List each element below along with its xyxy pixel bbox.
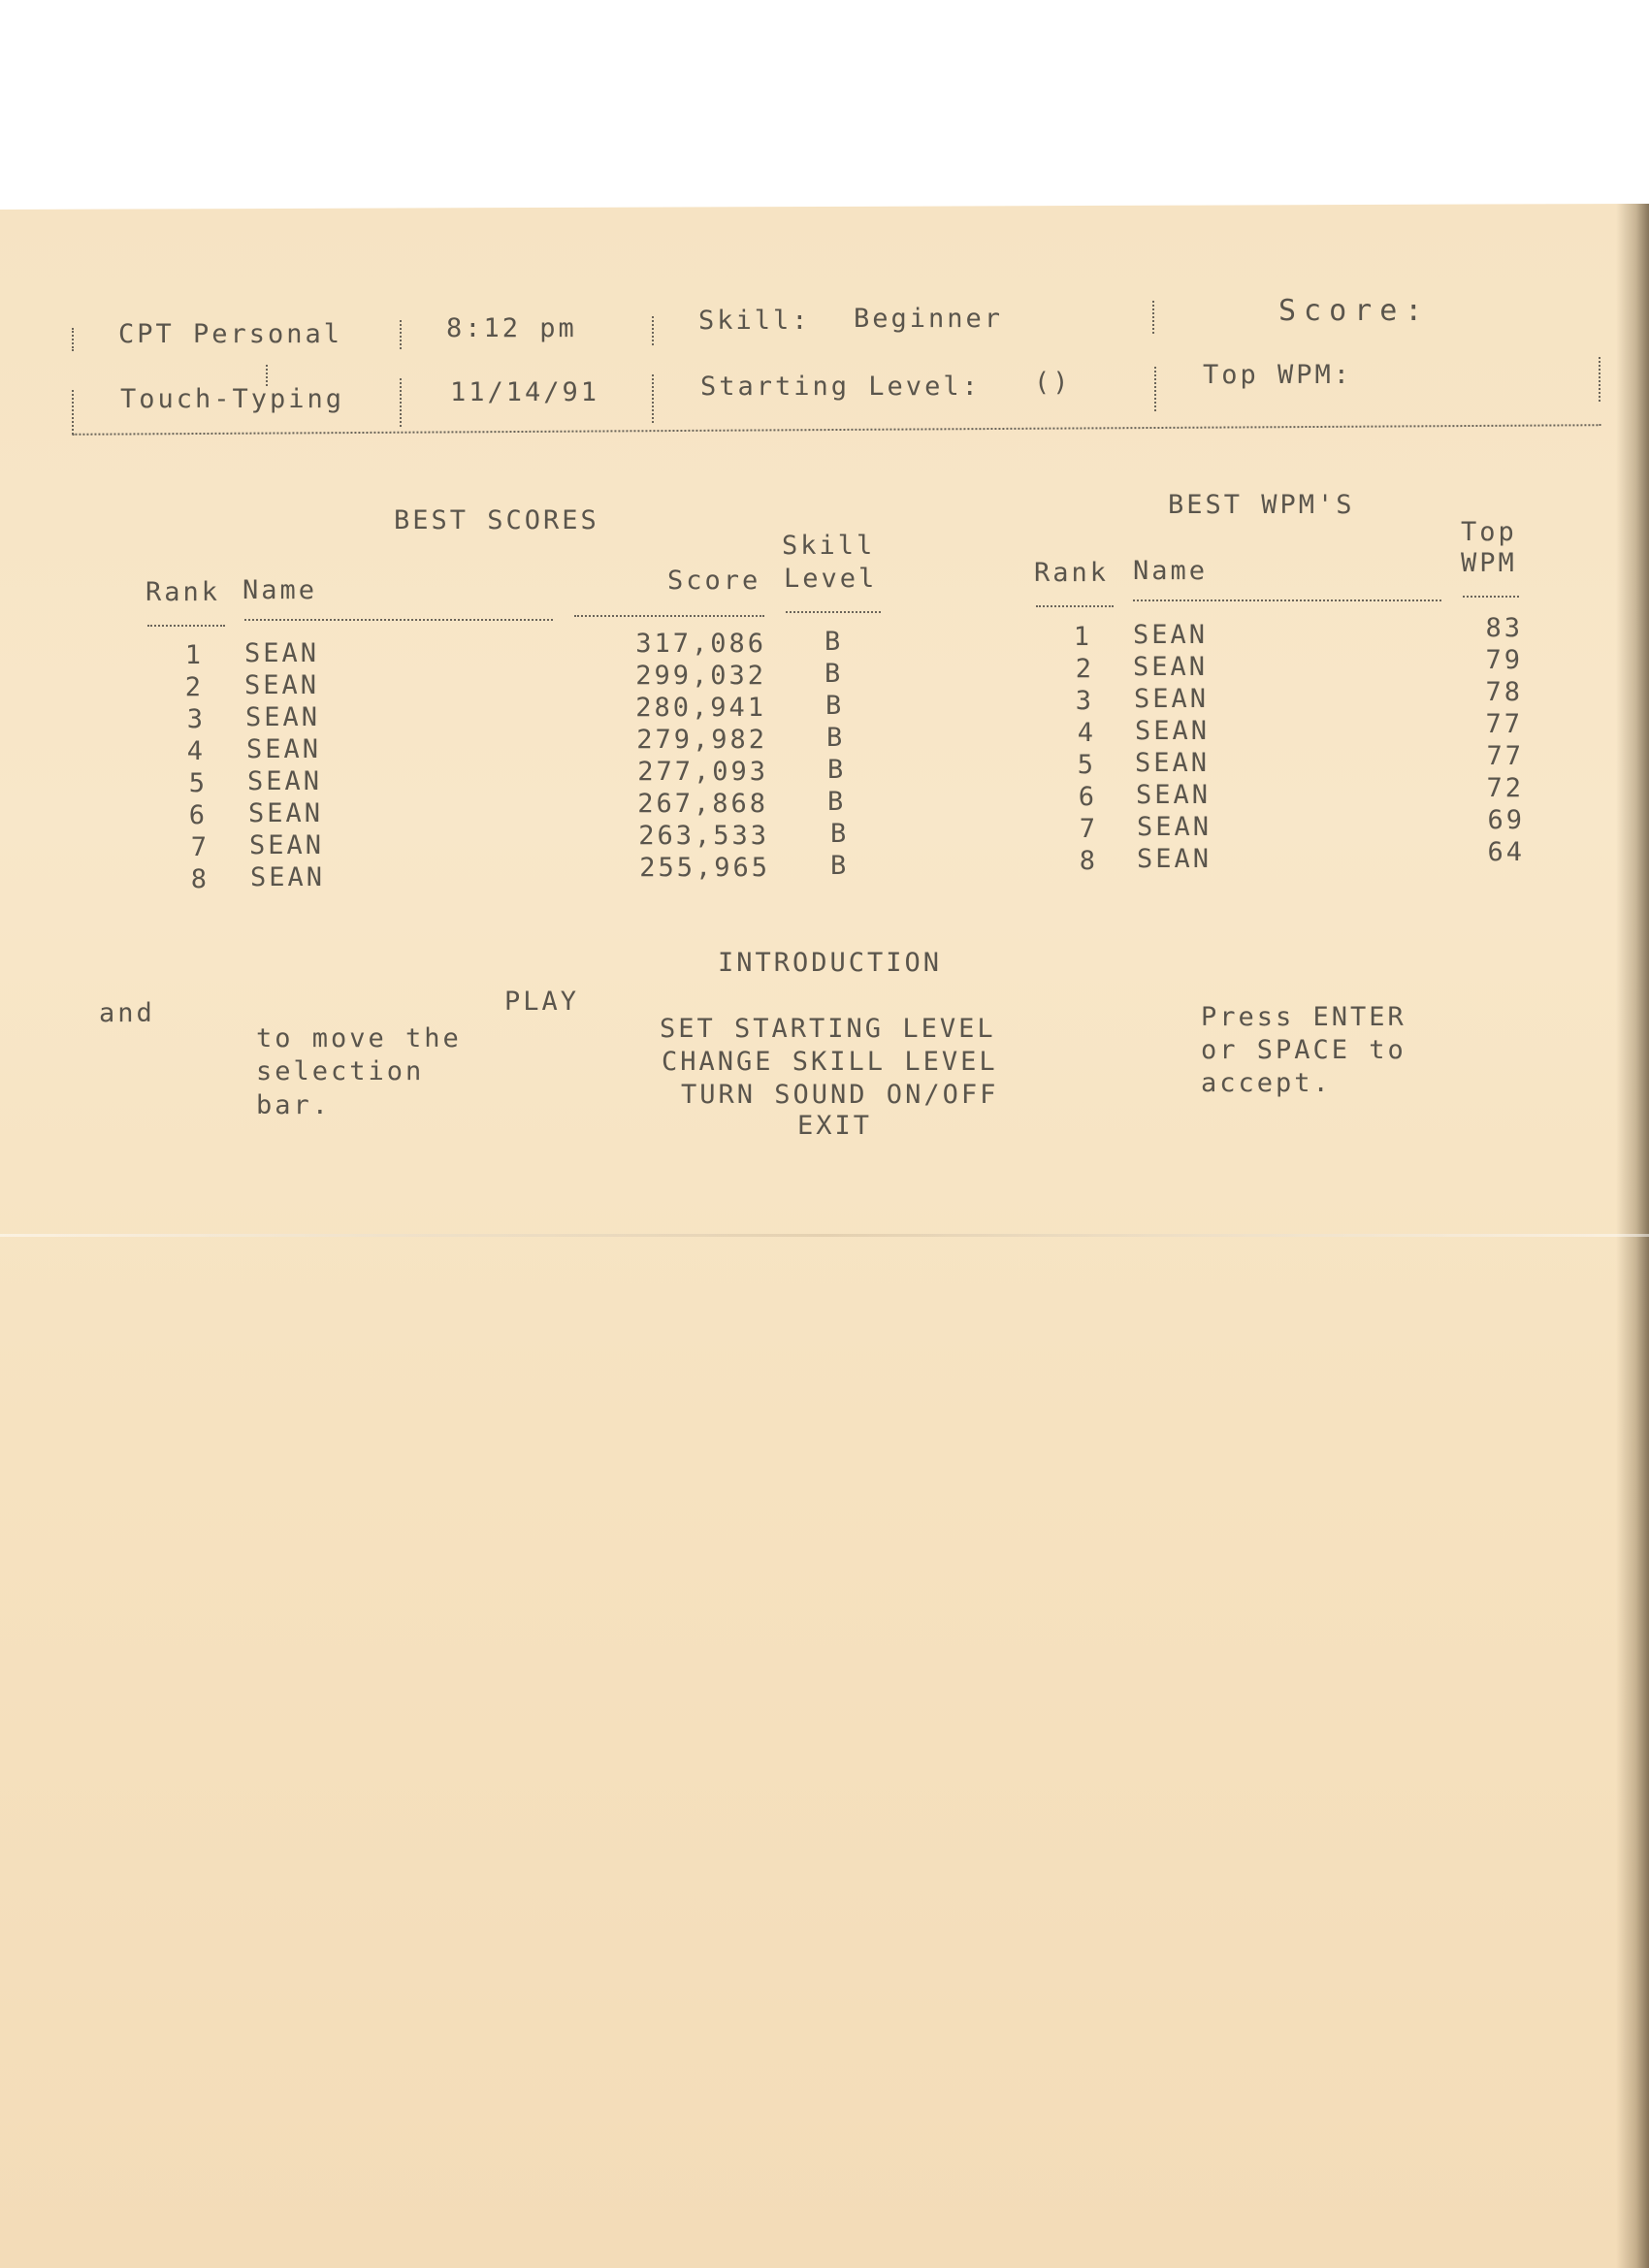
menu-item-exit[interactable]: EXIT: [797, 1111, 873, 1141]
row-level: B: [830, 819, 850, 849]
row-name: SEAN: [1134, 684, 1210, 714]
row-level: B: [825, 691, 845, 721]
score-column-header: Score: [667, 566, 761, 596]
row-level: B: [824, 659, 844, 689]
row-score: 280,941: [635, 693, 766, 723]
menu-item-set-starting-level[interactable]: SET STARTING LEVEL: [660, 1014, 996, 1044]
instruction-line-2: selection: [256, 1056, 425, 1086]
row-name: SEAN: [1135, 716, 1211, 746]
row-name: SEAN: [1137, 844, 1212, 874]
row-level: B: [827, 755, 847, 785]
instruction-line-1: to move the: [256, 1023, 462, 1053]
paper-fold-crease: [0, 1234, 1649, 1237]
accept-line-1: Press ENTER: [1201, 1002, 1406, 1032]
skill-level-header-line2: Level: [784, 564, 878, 594]
and-word: and: [99, 998, 155, 1028]
row-wpm: 72: [1486, 773, 1524, 803]
row-name: SEAN: [245, 702, 321, 732]
row-wpm: 77: [1486, 741, 1524, 771]
row-level: B: [826, 723, 846, 753]
header-tick: [266, 365, 268, 386]
row-rank: 1: [1073, 622, 1092, 652]
menu-item-turn-sound[interactable]: TURN SOUND ON/OFF: [681, 1080, 999, 1110]
accept-line-3: accept.: [1201, 1068, 1332, 1098]
skill-label: Skill:: [698, 306, 811, 336]
skill-value: Beginner: [854, 304, 1004, 334]
header-time: 8:12 pm: [446, 313, 577, 343]
best-scores-title: BEST SCORES: [394, 505, 599, 535]
row-rank: 8: [1079, 846, 1098, 876]
row-name: SEAN: [250, 862, 326, 892]
menu-item-introduction[interactable]: INTRODUCTION: [718, 948, 943, 978]
row-score: 263,533: [638, 821, 769, 851]
instruction-line-3: bar.: [256, 1090, 332, 1120]
skill-level-header-line1: Skill: [782, 531, 876, 561]
name-underline: [244, 619, 553, 621]
program-name-line2: Touch-Typing: [120, 384, 345, 414]
row-rank: 6: [188, 800, 208, 830]
header-sep-3-top: [1152, 301, 1154, 334]
wpm-name-underline: [1133, 599, 1441, 601]
starting-level-value: (): [1034, 368, 1072, 398]
header-date: 11/14/91: [450, 377, 600, 407]
score-label: Score:: [1278, 294, 1431, 328]
top-wpm-label: Top WPM:: [1203, 360, 1353, 390]
row-wpm: 79: [1485, 645, 1523, 675]
header-left-edge: [72, 328, 74, 351]
row-name: SEAN: [1135, 748, 1211, 778]
wpm-rank-underline: [1036, 605, 1114, 607]
accept-line-2: or SPACE to: [1201, 1035, 1406, 1065]
header-sep-3-bottom: [1154, 367, 1156, 411]
row-rank: 2: [1075, 654, 1094, 684]
row-level: B: [824, 627, 844, 657]
row-wpm: 77: [1485, 709, 1523, 739]
row-rank: 5: [188, 768, 208, 798]
row-name: SEAN: [1133, 620, 1209, 650]
row-name: SEAN: [244, 670, 320, 700]
row-rank: 3: [1075, 686, 1094, 716]
row-rank: 4: [186, 736, 206, 766]
row-score: 317,086: [635, 629, 766, 659]
row-name: SEAN: [244, 638, 320, 668]
row-name: SEAN: [247, 766, 323, 796]
header-sep-2-bottom: [652, 374, 654, 423]
row-level: B: [827, 787, 847, 817]
row-score: 277,093: [637, 757, 768, 787]
row-name: SEAN: [1133, 652, 1209, 682]
best-wpms-title: BEST WPM'S: [1168, 490, 1355, 520]
row-name: SEAN: [246, 734, 322, 764]
row-name: SEAN: [1137, 812, 1212, 842]
skill-underline: [786, 611, 881, 613]
top-wpm-header-line1: Top: [1461, 517, 1517, 547]
row-rank: 7: [1079, 814, 1098, 844]
row-rank: 8: [190, 864, 210, 894]
header-sep-2-top: [652, 316, 654, 345]
header-sep-1-bottom: [400, 378, 402, 427]
top-wpm-header-line2: WPM: [1461, 548, 1517, 578]
row-score: 267,868: [637, 789, 768, 819]
wpm-name-column-header: Name: [1133, 556, 1209, 586]
menu-item-change-skill-level[interactable]: CHANGE SKILL LEVEL: [662, 1047, 998, 1077]
row-score: 279,982: [636, 725, 767, 755]
row-rank: 4: [1077, 718, 1096, 748]
header-left-edge-lower: [72, 390, 74, 435]
paper-sheet: [0, 204, 1649, 2268]
row-rank: 3: [186, 704, 206, 734]
row-name: SEAN: [248, 798, 324, 828]
row-rank: 1: [184, 640, 204, 670]
row-rank: 7: [190, 832, 210, 862]
wpm-rank-column-header: Rank: [1034, 558, 1110, 588]
header-sep-1-top: [400, 320, 402, 349]
rank-column-header: Rank: [146, 577, 221, 607]
row-name: SEAN: [249, 830, 325, 860]
row-name: SEAN: [1136, 780, 1212, 810]
rank-underline: [147, 625, 225, 627]
row-rank: 6: [1078, 782, 1097, 812]
row-level: B: [830, 851, 850, 881]
row-wpm: 64: [1487, 837, 1525, 867]
row-score: 299,032: [635, 661, 766, 691]
wpm-top-underline: [1463, 596, 1519, 598]
name-column-header: Name: [242, 575, 318, 605]
starting-level-label: Starting Level:: [700, 372, 981, 402]
row-wpm: 83: [1485, 613, 1523, 643]
row-wpm: 69: [1487, 805, 1525, 835]
row-score: 255,965: [639, 853, 770, 883]
program-name-line1: CPT Personal: [118, 319, 343, 349]
header-right-edge: [1599, 357, 1600, 402]
row-rank: 2: [184, 672, 204, 702]
row-wpm: 78: [1485, 677, 1523, 707]
row-rank: 5: [1077, 750, 1096, 780]
menu-item-play[interactable]: PLAY: [504, 987, 580, 1017]
score-underline: [574, 615, 764, 617]
